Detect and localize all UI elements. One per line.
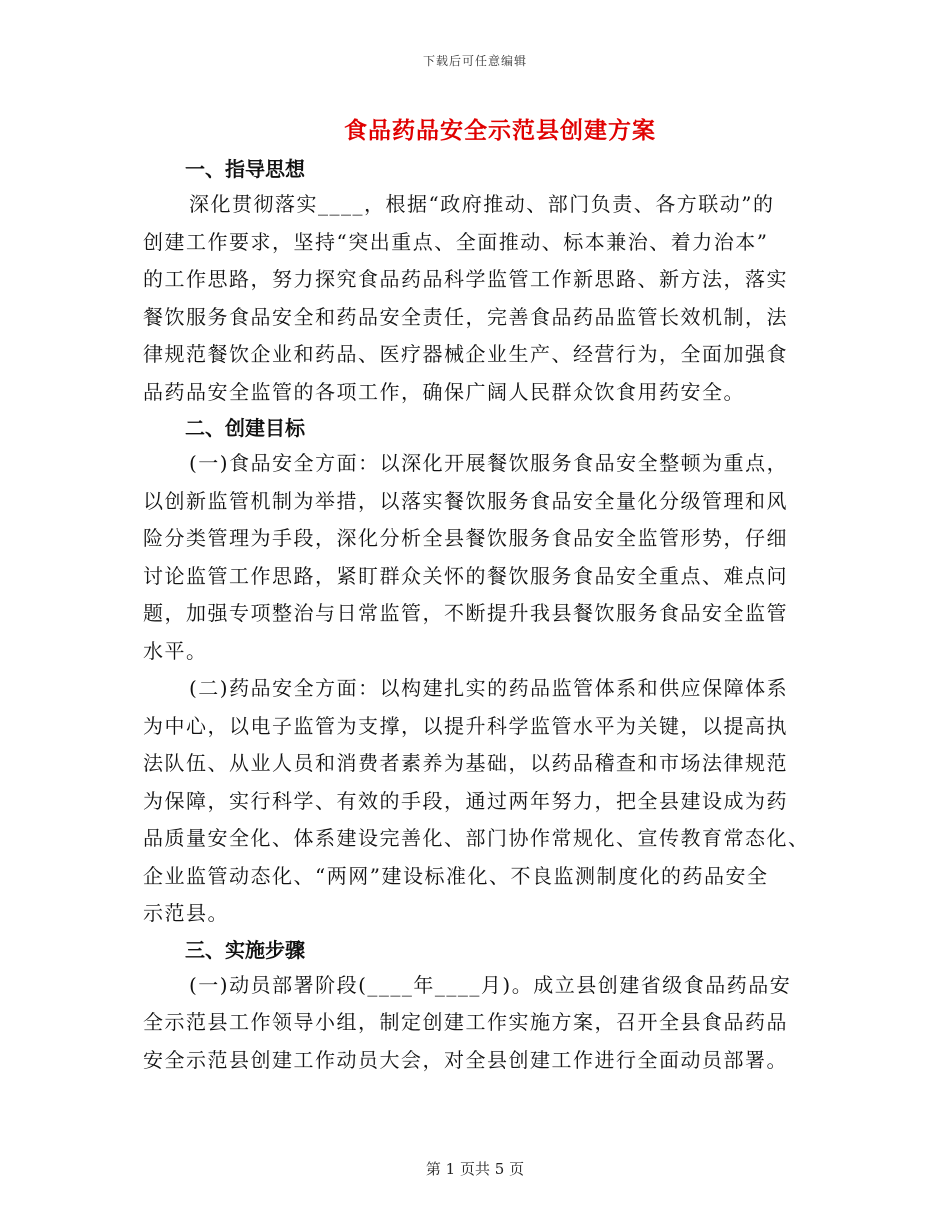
- text-line: (一)食品安全方面：以深化开展餐饮服务食品安全整顿为重点，: [189, 451, 789, 475]
- text-line: (一)动员部署阶段(____年____月)。成立县创建省级食品药品安: [189, 972, 792, 997]
- text-line: 律规范餐饮企业和药品、医疗器械企业生产、经营行为，全面加强食: [143, 342, 788, 366]
- section-heading-3: 三、实施步骤: [185, 937, 305, 962]
- text-line: 品质量安全化、体系建设完善化、部门协作常规化、宣传教育常态化、: [143, 826, 810, 850]
- text-line: 餐饮服务食品安全和药品安全责任，完善食品药品监管长效机制，法: [143, 304, 788, 329]
- paragraph: [143, 670, 813, 933]
- text-line: (二)药品安全方面：以构建扎实的药品监管体系和供应保障体系: [189, 676, 789, 700]
- text-line: 企业监管动态化、“两网”建设标准化、不良监测制度化的药品安全: [143, 863, 769, 888]
- text-line: 讨论监管工作思路，紧盯群众关怀的餐饮服务食品安全重点、难点问: [143, 563, 788, 588]
- text-line: 示范县。: [143, 901, 229, 925]
- text-line: 以创新监管机制为举措，以落实餐饮服务食品安全量化分级管理和风: [143, 488, 788, 513]
- text-line: 为中心，以电子监管为支撑，以提升科学监管水平为关键，以提高执: [143, 713, 788, 738]
- paragraph: [143, 967, 813, 1080]
- document-title: 食品药品安全示范县创建方案: [344, 118, 656, 144]
- text-line: 法队伍、从业人员和消费者素养为基础，以药品稽查和市场法律规范: [143, 751, 788, 775]
- section-heading-2: 二、创建目标: [185, 416, 305, 440]
- document-body: [143, 152, 813, 1079]
- text-line: 全示范县工作领导小组，制定创建工作实施方案，召开全县食品药品: [143, 1010, 788, 1034]
- text-line: 创建工作要求，坚持“突出重点、全面推动、标本兼治、着力治本”: [143, 229, 769, 254]
- text-line: 险分类管理为手段，深化分析全县餐饮服务食品安全监管形势，仔细: [143, 526, 788, 550]
- text-line: 水平。: [143, 638, 208, 663]
- paragraph: [143, 186, 813, 411]
- text-line: 为保障，实行科学、有效的手段，通过两年努力，把全县建设成为药: [143, 788, 788, 813]
- section-heading-1: 一、指导思想: [185, 157, 305, 181]
- paragraph: [143, 445, 813, 670]
- text-line: 的工作思路，努力探究食品药品科学监管工作新思路、新方法，落实: [143, 267, 788, 291]
- text-line: 安全示范县创建工作动员大会，对全县创建工作进行全面动员部署。: [143, 1047, 788, 1072]
- text-line: 题，加强专项整治与日常监管，不断提升我县餐饮服务食品安全监管: [143, 601, 788, 625]
- header-note: 下载后可任意编辑: [422, 54, 527, 68]
- text-line: 深化贯彻落实____，根据“政府推动、部门负责、各方联动”的: [189, 192, 775, 216]
- page-number-footer: 第 1 页共 5 页: [425, 1160, 525, 1178]
- text-line: 品药品安全监管的各项工作，确保广阔人民群众饮食用药安全。: [143, 379, 745, 404]
